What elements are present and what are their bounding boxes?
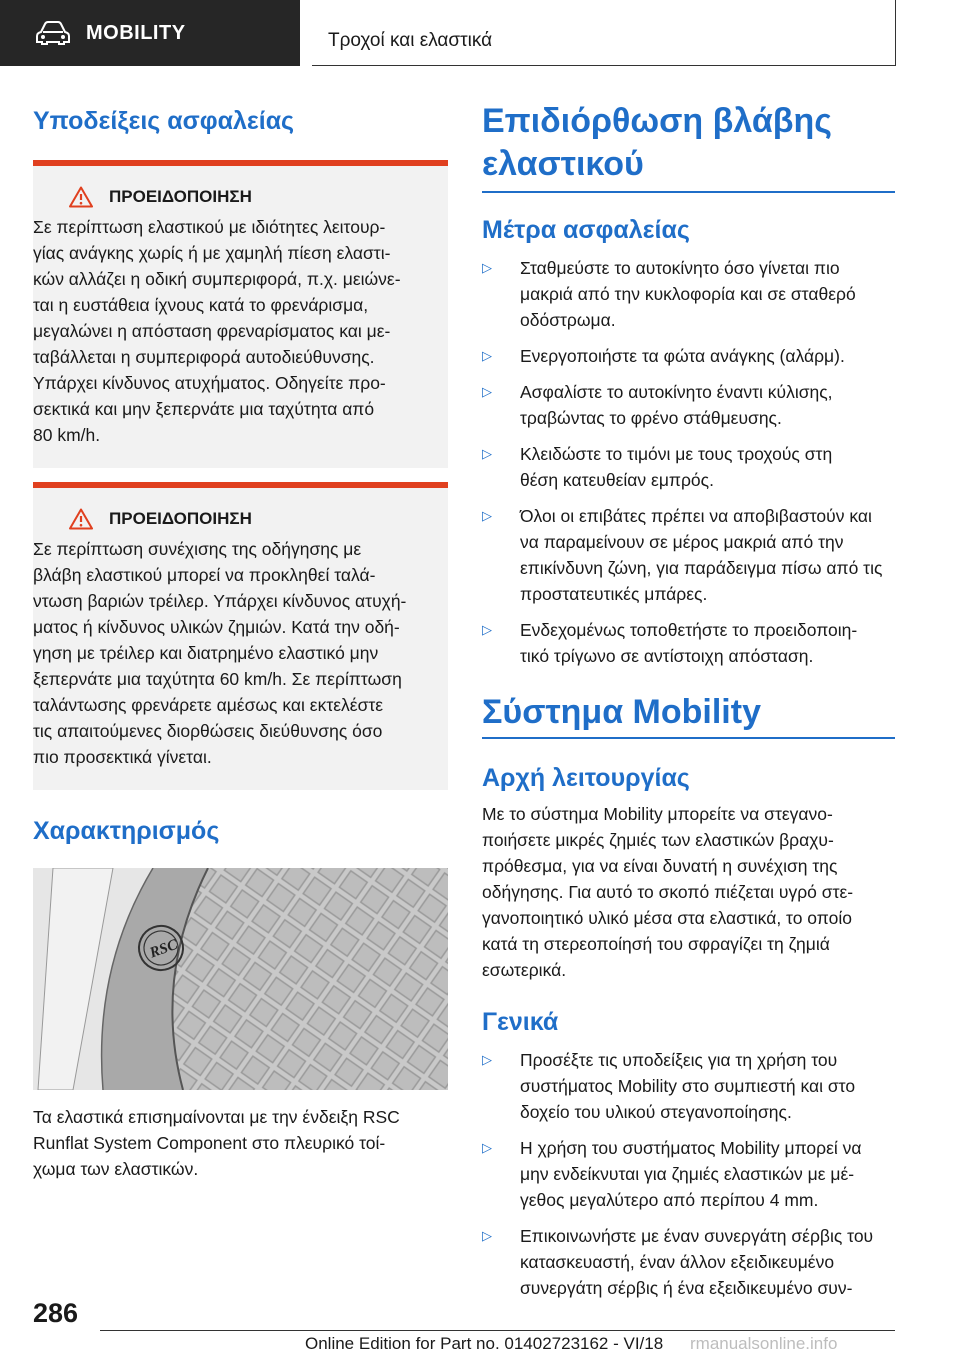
bullet-triangle-icon: ▷ [482, 1139, 492, 1155]
text-line: τις απαιτούμενες διορθώσεις διεύθυνσης όσο [33, 721, 383, 741]
text-line: Υπάρχει κίνδυνος ατυχήματος. Οδηγείτε προ- [33, 373, 386, 393]
text-line: Με το σύστημα Mobility μπορείτε να στεγανο- [482, 803, 833, 824]
warning-box-2 [33, 482, 448, 790]
heading-line: Επιδιόρθωση βλάβης [482, 102, 832, 140]
list-item-text: Ενεργοποιήστε τα φώτα ανάγκης (αλάρμ). [520, 345, 845, 366]
section-title: MOBILITY [86, 21, 186, 44]
bullet-triangle-icon: ▷ [482, 383, 492, 399]
list-item [482, 379, 895, 431]
list-item [482, 503, 895, 607]
list-item [482, 343, 895, 369]
heading-line: ελαστικού [482, 144, 644, 183]
warning-header [69, 186, 432, 208]
text-line: μεγαλώνει η απόσταση φρεναρίσματος και με- [33, 321, 391, 341]
warning-triangle-icon [69, 508, 93, 530]
list-item-text: Ασφαλίστε το αυτοκίνητο έναντι κύλισης, τραβώντας το φρένο στάθμευσης. [520, 381, 833, 428]
heading-rule [482, 737, 895, 739]
list-item-text: Σταθμεύστε το αυτοκίνητο όσο γίνεται πιο μακριά από την κυκλοφορία και σε σταθερό οδόστρωμα. [520, 257, 856, 330]
list-item-text: Κλειδώστε το τιμόνι με τους τροχούς στη θέση κατευθείαν εμπρός. [520, 443, 833, 490]
principle-text [482, 801, 895, 983]
footer-rule [100, 1330, 895, 1331]
list-item-text: Όλοι οι επιβάτες πρέπει να αποβιβαστούν και να παραμείνουν σε μέρος μακριά από την επικίνδυνη ζώνη, για παράδειγμα πίσω από τις προστατευτικές μπάρες. [520, 505, 883, 604]
edition-text: Online Edition for Part no. 01402723162 - VI/18 [305, 1334, 664, 1353]
list-item [482, 255, 895, 333]
text-line: οδήγησης. Για αυτό το σκοπό πιέζεται υγρό στε- [482, 881, 854, 902]
list-item [482, 441, 895, 493]
text-line: ντωση βαριών τρέιλερ. Υπάρχει κίνδυνος ατυχή- [33, 591, 407, 611]
warning-title: ΠΡΟΕΙΔΟΠΟΙΗΣΗ [109, 187, 252, 206]
text-line: χωμα των ελαστικών. [33, 1159, 199, 1179]
bullet-triangle-icon: ▷ [482, 1051, 492, 1067]
text-line: κών αλλάζει η οδική συμπεριφορά, π.χ. μειώνε- [33, 269, 401, 289]
warning-triangle-icon [69, 186, 93, 208]
text-line: ται η ευστάθεια ίχνους κατά το φρενάρισμα, [33, 295, 369, 315]
text-line: κατά τη στερεοποίησή του σφραγίζει τη ζημιά [482, 933, 830, 954]
heading-rule [482, 191, 895, 193]
list-item [482, 1135, 895, 1213]
measures-heading: Μέτρα ασφαλείας [482, 215, 690, 244]
chapter-box [312, 0, 896, 66]
bullet-triangle-icon: ▷ [482, 259, 492, 275]
list-item [482, 1223, 895, 1301]
car-icon [36, 21, 70, 45]
text-line: Σε περίπτωση συνέχισης της οδήγησης με [33, 539, 362, 559]
text-line: ξεπερνάτε μια ταχύτητα 60 km/h. Σε περίπτωση [33, 669, 402, 689]
marking-text [33, 1104, 448, 1182]
text-line: Τα ελαστικά επισημαίνονται με την ένδειξη RSC [33, 1107, 400, 1127]
text-line: γίας ανάγκης χωρίς ή με χαμηλή πίεση ελαστι- [33, 243, 391, 263]
warning-title: ΠΡΟΕΙΔΟΠΟΙΗΣΗ [109, 509, 252, 528]
tire-drawing [33, 868, 448, 1090]
tire-illustration [33, 868, 448, 1090]
warning-text [33, 536, 432, 770]
bullet-triangle-icon: ▷ [482, 445, 492, 461]
list-item-text: Ενδεχομένως τοποθετήστε το προειδοποιη- τικό τρίγωνο σε αντίστοιχη απόσταση. [520, 619, 858, 666]
right-column [482, 100, 895, 1311]
list-item-text: Η χρήση του συστήματος Mobility μπορεί να μην ενδείκνυται για ζημιές ελαστικών με μέ- γεθος μεγαλύτερο από περίπου 4 mm. [520, 1137, 862, 1210]
list-item [482, 617, 895, 669]
list-item [482, 1047, 895, 1125]
left-column [33, 100, 448, 1182]
watermark: rmanualsonline.info [690, 1334, 838, 1353]
text-line: Runflat System Component στο πλευρικό τοί- [33, 1133, 386, 1153]
page-number: 286 [33, 1298, 79, 1328]
text-line: σεκτικά και μην ξεπερνάτε μια ταχύτητα από [33, 399, 375, 419]
text-line: ταβάλλεται η συμπεριφορά αυτοδιεύθυνσης. [33, 347, 375, 367]
text-line: βλάβη ελαστικού μπορεί να προκληθεί ταλά- [33, 565, 376, 585]
repair-heading [482, 100, 895, 185]
text-line: ποιήσετε μικρές ζημιές των ελαστικών βραχυ- [482, 829, 834, 850]
principle-heading: Αρχή λειτουργίας [482, 763, 690, 792]
bullet-triangle-icon: ▷ [482, 347, 492, 363]
safety-heading: Υποδείξεις ασφαλείας [33, 107, 295, 135]
text-line: γανοποιητικό υλικό μέσα στα ελαστικά, το οποίο [482, 907, 852, 928]
page-header [0, 0, 960, 66]
warning-box-1 [33, 160, 448, 468]
chapter-title: Τροχοί και ελαστικά [328, 30, 493, 51]
measures-list [482, 255, 895, 669]
text-line: πιο προσεκτικά γίνεται. [33, 747, 212, 767]
section-chip [0, 0, 300, 66]
text-line: 80 km/h. [33, 425, 101, 445]
bullet-triangle-icon: ▷ [482, 507, 492, 523]
marking-heading: Χαρακτηρισμός [33, 817, 220, 845]
text-line: εσωτερικά. [482, 959, 567, 980]
list-item-text: Προσέξτε τις υποδείξεις για τη χρήση του συστήματος Mobility στο συμπιεστή και στο δοχείο του υλικού στεγανοποίησης. [520, 1049, 856, 1122]
general-list [482, 1047, 895, 1301]
bullet-triangle-icon: ▷ [482, 1227, 492, 1243]
list-item-text: Επικοινωνήστε με έναν συνεργάτη σέρβις του κατασκευαστή, έναν άλλον εξειδικευμένο συνεργάτη σέρβις ή ένα εξειδικευμένο συν- [520, 1225, 874, 1298]
general-heading: Γενικά [482, 1007, 559, 1036]
text-line: ταλάντωσης φρενάρετε αμέσως και εκτελέστε [33, 695, 384, 715]
mobility-heading: Σύστημα Mobility [482, 692, 761, 731]
text-line: ματος ή κίνδυνος υλικών ζημιών. Κατά την οδή- [33, 617, 400, 637]
text-line: γηση με τρέιλερ και διατρημένο ελαστικό μην [33, 643, 379, 663]
bullet-triangle-icon: ▷ [482, 621, 492, 637]
warning-text [33, 214, 432, 448]
text-line: πρόθεσμα, για να είναι δυνατή η συνέχιση της [482, 855, 838, 876]
warning-header [69, 508, 432, 530]
text-line: Σε περίπτωση ελαστικού με ιδιότητες λειτουρ- [33, 217, 386, 237]
rsc-logo: RSC [147, 936, 180, 962]
